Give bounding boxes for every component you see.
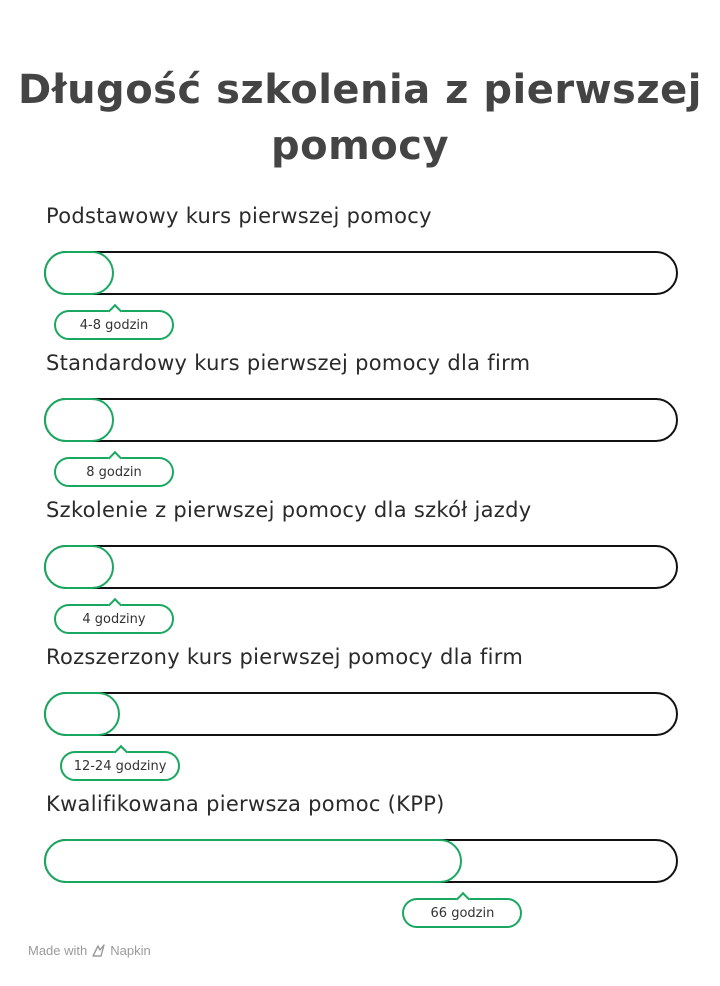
data-label	[60, 751, 180, 781]
category-label: Standardowy kurs pierwszej pomocy dla firm	[46, 351, 531, 375]
data-label-pointer	[114, 745, 128, 759]
bar-track	[44, 251, 678, 295]
data-label-text: 4 godziny	[82, 611, 146, 627]
napkin-brand-text: Napkin	[110, 943, 151, 958]
chart-title: Długość szkolenia z pierwszej pomocy	[18, 67, 702, 169]
category-label: Kwalifikowana pierwsza pomoc (KPP)	[46, 792, 445, 816]
data-label	[54, 457, 174, 487]
data-label-text: 4-8 godzin	[79, 317, 149, 333]
data-label-text: 12-24 godziny	[73, 758, 167, 774]
made-with-text: Made with	[28, 943, 88, 958]
data-label	[402, 898, 522, 928]
data-label-text: 66 godzin	[430, 905, 495, 921]
data-label	[54, 604, 174, 634]
bar-fill	[44, 839, 462, 883]
footer-watermark	[28, 943, 151, 958]
data-label-text: 8 godzin	[86, 464, 142, 480]
data-label-pointer	[108, 598, 122, 612]
bar-fill	[44, 251, 114, 295]
bar-track	[44, 398, 678, 442]
bar-track	[44, 545, 678, 589]
category-label: Rozszerzony kurs pierwszej pomocy dla firm	[46, 645, 524, 669]
bar-fill	[44, 398, 114, 442]
napkin-logo-icon	[92, 944, 105, 957]
data-label	[54, 310, 174, 340]
bar-fill	[44, 545, 114, 589]
data-label-pointer	[108, 451, 122, 465]
category-label: Podstawowy kurs pierwszej pomocy	[46, 204, 432, 228]
bar-track	[44, 692, 678, 736]
bar-fill	[44, 692, 120, 736]
data-label-pointer	[456, 892, 470, 906]
data-label-pointer	[108, 304, 122, 318]
category-label: Szkolenie z pierwszej pomocy dla szkół jazdy	[46, 498, 532, 522]
